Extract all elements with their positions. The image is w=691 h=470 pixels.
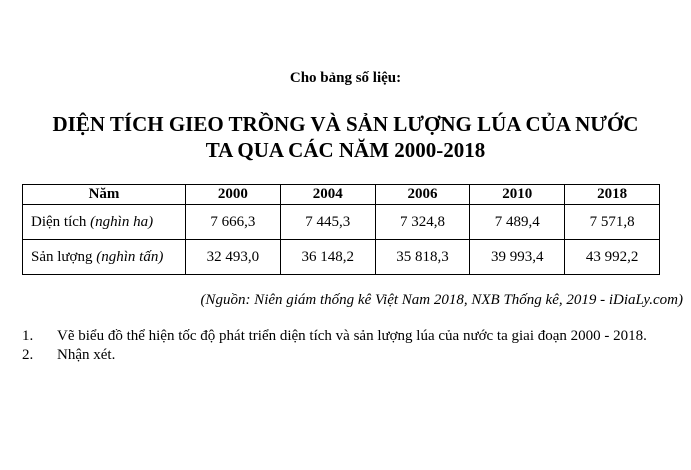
source-note: (Nguồn: Niên giám thống kê Việt Nam 2018, NXB Thống kê, 2019 - iDiaLy.com) <box>200 292 683 308</box>
table-cell: 7 445,3 <box>280 205 375 240</box>
row-unit-text: (nghìn tấn) <box>96 248 164 265</box>
header-cell: 2018 <box>565 185 660 205</box>
table-cell: 43 992,2 <box>565 240 660 275</box>
header-cell-year: Năm <box>23 185 186 205</box>
table-cell: 7 489,4 <box>470 205 565 240</box>
table-row <box>23 205 660 240</box>
row-label-text: Diện tích <box>31 213 91 230</box>
document-title <box>0 111 691 163</box>
row-unit-text: (nghìn ha) <box>90 213 154 230</box>
table-cell: 7 571,8 <box>565 205 660 240</box>
task-list <box>22 328 686 364</box>
task-number: 1. <box>22 328 34 344</box>
table-cell: 32 493,0 <box>186 240 281 275</box>
task-text: Vẽ biểu đồ thể hiện tốc độ phát triển diện tích và sản lượng lúa của nước ta giai đoạn 2000 - 2018. <box>57 328 647 344</box>
task-text: Nhận xét. <box>57 347 116 363</box>
task-number: 2. <box>22 347 34 363</box>
table-cell: 39 993,4 <box>470 240 565 275</box>
task-item <box>22 328 686 345</box>
header-cell: 2004 <box>280 185 375 205</box>
title-line-2: TA QUA CÁC NĂM 2000-2018 <box>205 138 486 162</box>
row-label-text: Sản lượng <box>31 248 97 265</box>
data-table <box>22 184 660 275</box>
header-cell: 2006 <box>375 185 470 205</box>
table-header-row <box>23 185 660 205</box>
row-label-area <box>23 205 186 240</box>
table-cell: 7 666,3 <box>186 205 281 240</box>
task-item <box>22 347 686 364</box>
table-cell: 7 324,8 <box>375 205 470 240</box>
row-label-output <box>23 240 186 275</box>
header-cell: 2000 <box>186 185 281 205</box>
table-cell: 35 818,3 <box>375 240 470 275</box>
header-cell: 2010 <box>470 185 565 205</box>
table-row <box>23 240 660 275</box>
title-line-1: DIỆN TÍCH GIEO TRỒNG VÀ SẢN LƯỢNG LÚA CỦA NƯỚC <box>52 112 639 136</box>
intro-text: Cho bảng số liệu: <box>289 70 402 86</box>
table-cell: 36 148,2 <box>280 240 375 275</box>
